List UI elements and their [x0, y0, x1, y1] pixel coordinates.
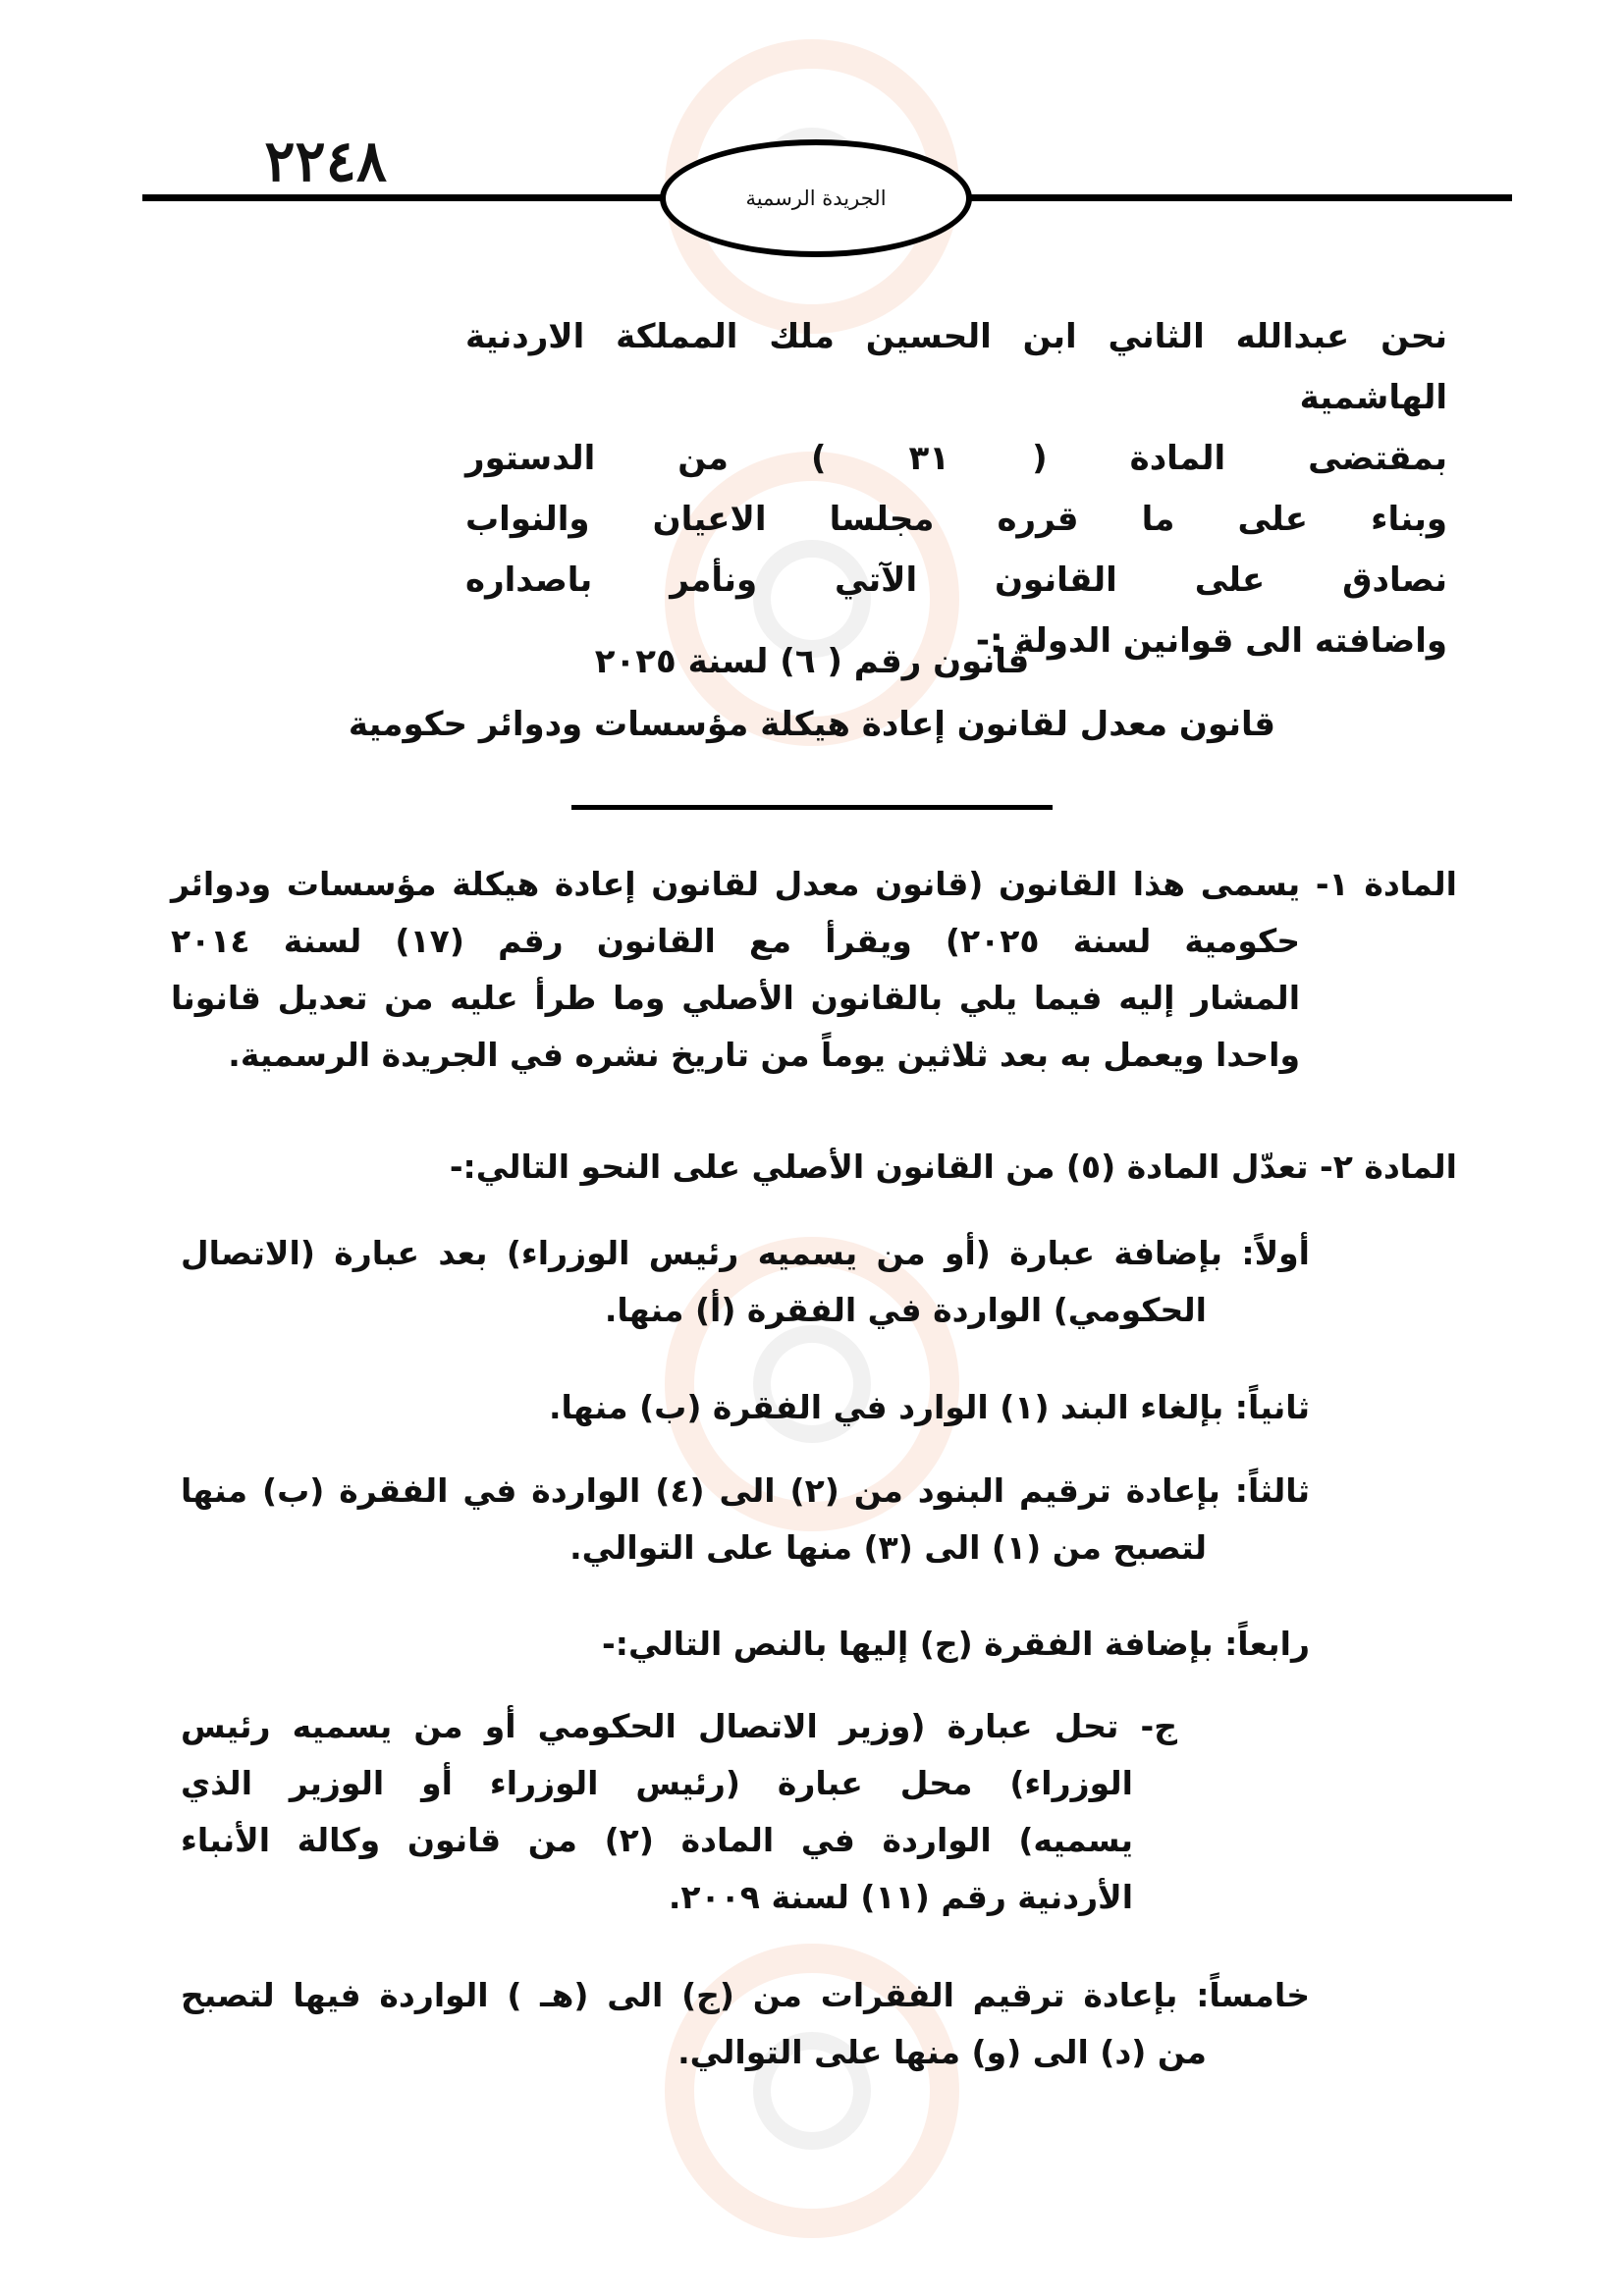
article-1-line: المشار إليه فيما يلي بالقانون الأصلي وما طرأ عليه من تعديل قانونا	[171, 979, 1300, 1017]
item-line: رابعاً: بإضافة الفقرة (ج) إليها بالنص التالي:-	[602, 1625, 1310, 1663]
gazette-oval-badge	[660, 139, 972, 257]
page-number: ٢٢٤٨	[264, 128, 387, 194]
sub-paragraph-j	[181, 1698, 1177, 1926]
article-2	[171, 1139, 1457, 1196]
item-line: الحكومي) الواردة في الفقرة (أ) منها.	[604, 1291, 1207, 1329]
royal-preamble	[465, 306, 1447, 671]
item-third	[181, 1463, 1310, 1576]
item-fourth	[181, 1616, 1310, 1673]
item-line: أولاً: بإضافة عبارة (أو من يسميه رئيس الوزراء) بعد عبارة (الاتصال	[181, 1234, 1310, 1272]
preamble-line: بمقتضى المادة ( ٣١ ) من الدستور	[465, 439, 1447, 478]
sub-line: يسميه) الواردة في المادة (٢) من قانون وكالة الأنباء	[181, 1821, 1133, 1859]
article-1-line: المادة ١- يسمى هذا القانون (قانون معدل لقانون إعادة هيكلة مؤسسات ودوائر	[171, 865, 1457, 903]
article-1-line: حكومية لسنة ٢٠٢٥) ويقرأ مع القانون رقم (١٧) لسنة ٢٠١٤	[171, 922, 1301, 960]
sub-line: الوزراء) محل عبارة (رئيس الوزراء أو الوزير الذي	[181, 1764, 1133, 1802]
item-line: من (د) الى (و) منها على التوالي.	[677, 2033, 1207, 2071]
preamble-line: وبناء على ما قرره مجلسا الاعيان والنواب	[465, 500, 1447, 539]
item-second	[181, 1379, 1310, 1436]
article-2-line: المادة ٢- تعدّل المادة (٥) من القانون الأصلي على النحو التالي:-	[449, 1148, 1457, 1186]
preamble-line: نحن عبدالله الثاني ابن الحسين ملك المملكة الاردنية الهاشمية	[465, 317, 1447, 417]
item-first	[181, 1225, 1310, 1339]
item-line: ثانياً: بإلغاء البند (١) الوارد في الفقرة (ب) منها.	[548, 1388, 1310, 1426]
law-title: قانون رقم ( ٦) لسنة ٢٠٢٥	[594, 642, 1030, 681]
item-line: لتصبح من (١) الى (٣) منها على التوالي.	[569, 1528, 1207, 1567]
sub-line: ج- تحل عبارة (وزير الاتصال الحكومي أو من يسميه رئيس	[181, 1707, 1177, 1745]
law-subtitle: قانون معدل لقانون إعادة هيكلة مؤسسات ودوائر حكومية	[348, 705, 1276, 744]
preamble-line: نصادق على القانون الآتي ونأمر باصداره	[465, 561, 1447, 600]
article-1	[171, 856, 1457, 1084]
gazette-label: الجريدة الرسمية	[745, 187, 887, 210]
sub-line: الأردنية رقم (١١) لسنة ٢٠٠٩.	[668, 1878, 1133, 1916]
article-1-line: واحدا ويعمل به بعد ثلاثين يوماً من تاريخ نشره في الجريدة الرسمية.	[228, 1036, 1300, 1074]
item-line: خامساً: بإعادة ترقيم الفقرات من (ج) الى (هـ ) الواردة فيها لتصبح	[181, 1976, 1310, 2014]
item-line: ثالثاً: بإعادة ترقيم البنود من (٢) الى (٤) الواردة في الفقرة (ب) منها	[181, 1471, 1311, 1510]
item-fifth	[181, 1967, 1310, 2081]
title-divider	[571, 805, 1053, 810]
preamble-line: واضافته الى قوانين الدولة :-	[975, 621, 1447, 661]
